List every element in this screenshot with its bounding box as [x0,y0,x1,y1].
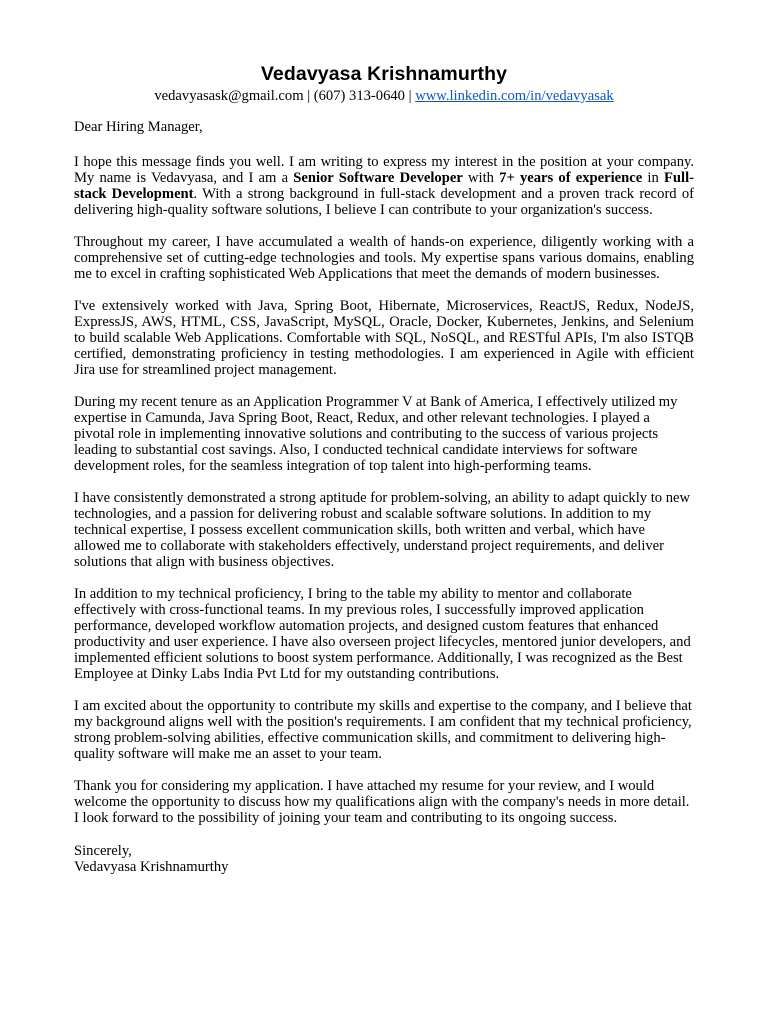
paragraph-recent-role: During my recent tenure as an Application Programmer V at Bank of America, I effectively utilized my expertise in Camunda, Java Spring Boot, React, Redux, and other relevant technologies. I played a pivotal role in implementing innovative solutions and contributing to the success of various projects leading to substantial cost savings. Also, I conducted technical candidate interviews for software development roles, for the seamless integration of top talent into high-performing teams. [74,394,678,474]
paragraph-excitement: I am excited about the opportunity to contribute my skills and expertise to the company, and I believe that my background aligns well with the position's requirements. I am confident that my technical proficiency, strong problem-solving abilities, effective communication skills, and commitment to delivering high-quality software will make me an asset to your team. [74,698,692,762]
linkedin-link[interactable]: www.linkedin.com/in/vedavyasak [415,88,614,104]
paragraph-aptitude: I have consistently demonstrated a strong aptitude for problem-solving, an ability to adapt quickly to new technologies, and a passion for delivering robust and scalable software solutions. In addition to my technical expertise, I possess excellent communication skills, both written and verbal, which have allowed me to collaborate with stakeholders effectively, understand project requirements, and deliver solutions that align with business objectives. [74,490,691,570]
intro-role-bold: Senior Software Developer [293,169,463,186]
intro-experience-bold: 7+ years of experience [499,169,643,186]
letter-header [0,62,768,105]
paragraph-skills: I've extensively worked with Java, Spring Boot, Hibernate, Microservices, ReactJS, Redux, NodeJS, ExpressJS, AWS, HTML, CSS, JavaScript, MySQL, Oracle, Docker, Kubernetes, Jenkins, and Selenium to build scalable Web Applications. Comfortable with SQL, NoSQL, and RESTful APIs, I'm also ISTQB certified, demonstrating proficiency in testing methodologies. I am experienced in Agile with efficient Jira use for streamlined project management. [74,298,694,378]
closing-word: Sincerely, [74,842,132,859]
contact-line [0,87,768,105]
phone-number: (607) 313-0640 [313,88,405,104]
intro-text: . With a strong background in full-stack development and a proven track record of delivering high-quality software solutions, I believe I can contribute to your organization's success. [74,185,694,218]
salutation: Dear Hiring Manager, [74,119,203,135]
paragraph-thanks: Thank you for considering my application. I have attached my resume for your review, and I would welcome the opportunity to discuss how my qualifications align with the company's needs in more detail. I look forward to the possibility of joining your team and contributing to its ongoing success. [74,778,690,827]
applicant-name: Vedavyasa Krishnamurthy [260,63,508,85]
paragraph-experience: Throughout my career, I have accumulated a wealth of hands-on experience, diligently working with a comprehensive set of cutting-edge technologies and tools. My expertise spans various domains, enabling me to excel in crafting sophisticated Web Applications that meet the demands of modern businesses. [74,234,694,282]
intro-text: with [462,169,500,186]
paragraph-mentoring: In addition to my technical proficiency, I bring to the table my ability to mentor and collaborate effectively with cross-functional teams. In my previous roles, I successfully improved application performance, developed workflow automation projects, and designed custom features that enhanced productivity and user experience. I have also overseen project lifecycles, mentored junior developers, and implemented efficient solutions to boost system performance. Additionally, I was recognized as the Best Employee at Dinky Labs India Pvt Ltd for my outstanding contributions. [74,586,691,682]
signature-name: Vedavyasa Krishnamurthy [74,858,229,875]
contact-separator: | [303,88,314,104]
intro-field-bold: Full-stack Development [74,169,694,202]
closing-block [74,844,694,876]
intro-text: in [642,169,664,186]
contact-separator: | [404,88,416,104]
paragraph-intro [74,155,694,219]
email-address: vedavyasask@gmail.com [154,88,304,104]
intro-text: I hope this message finds you well. I am writing to express my interest in the position at your company. My name is Vedavyasa, and I am a [74,153,694,186]
letter-body [74,120,694,875]
